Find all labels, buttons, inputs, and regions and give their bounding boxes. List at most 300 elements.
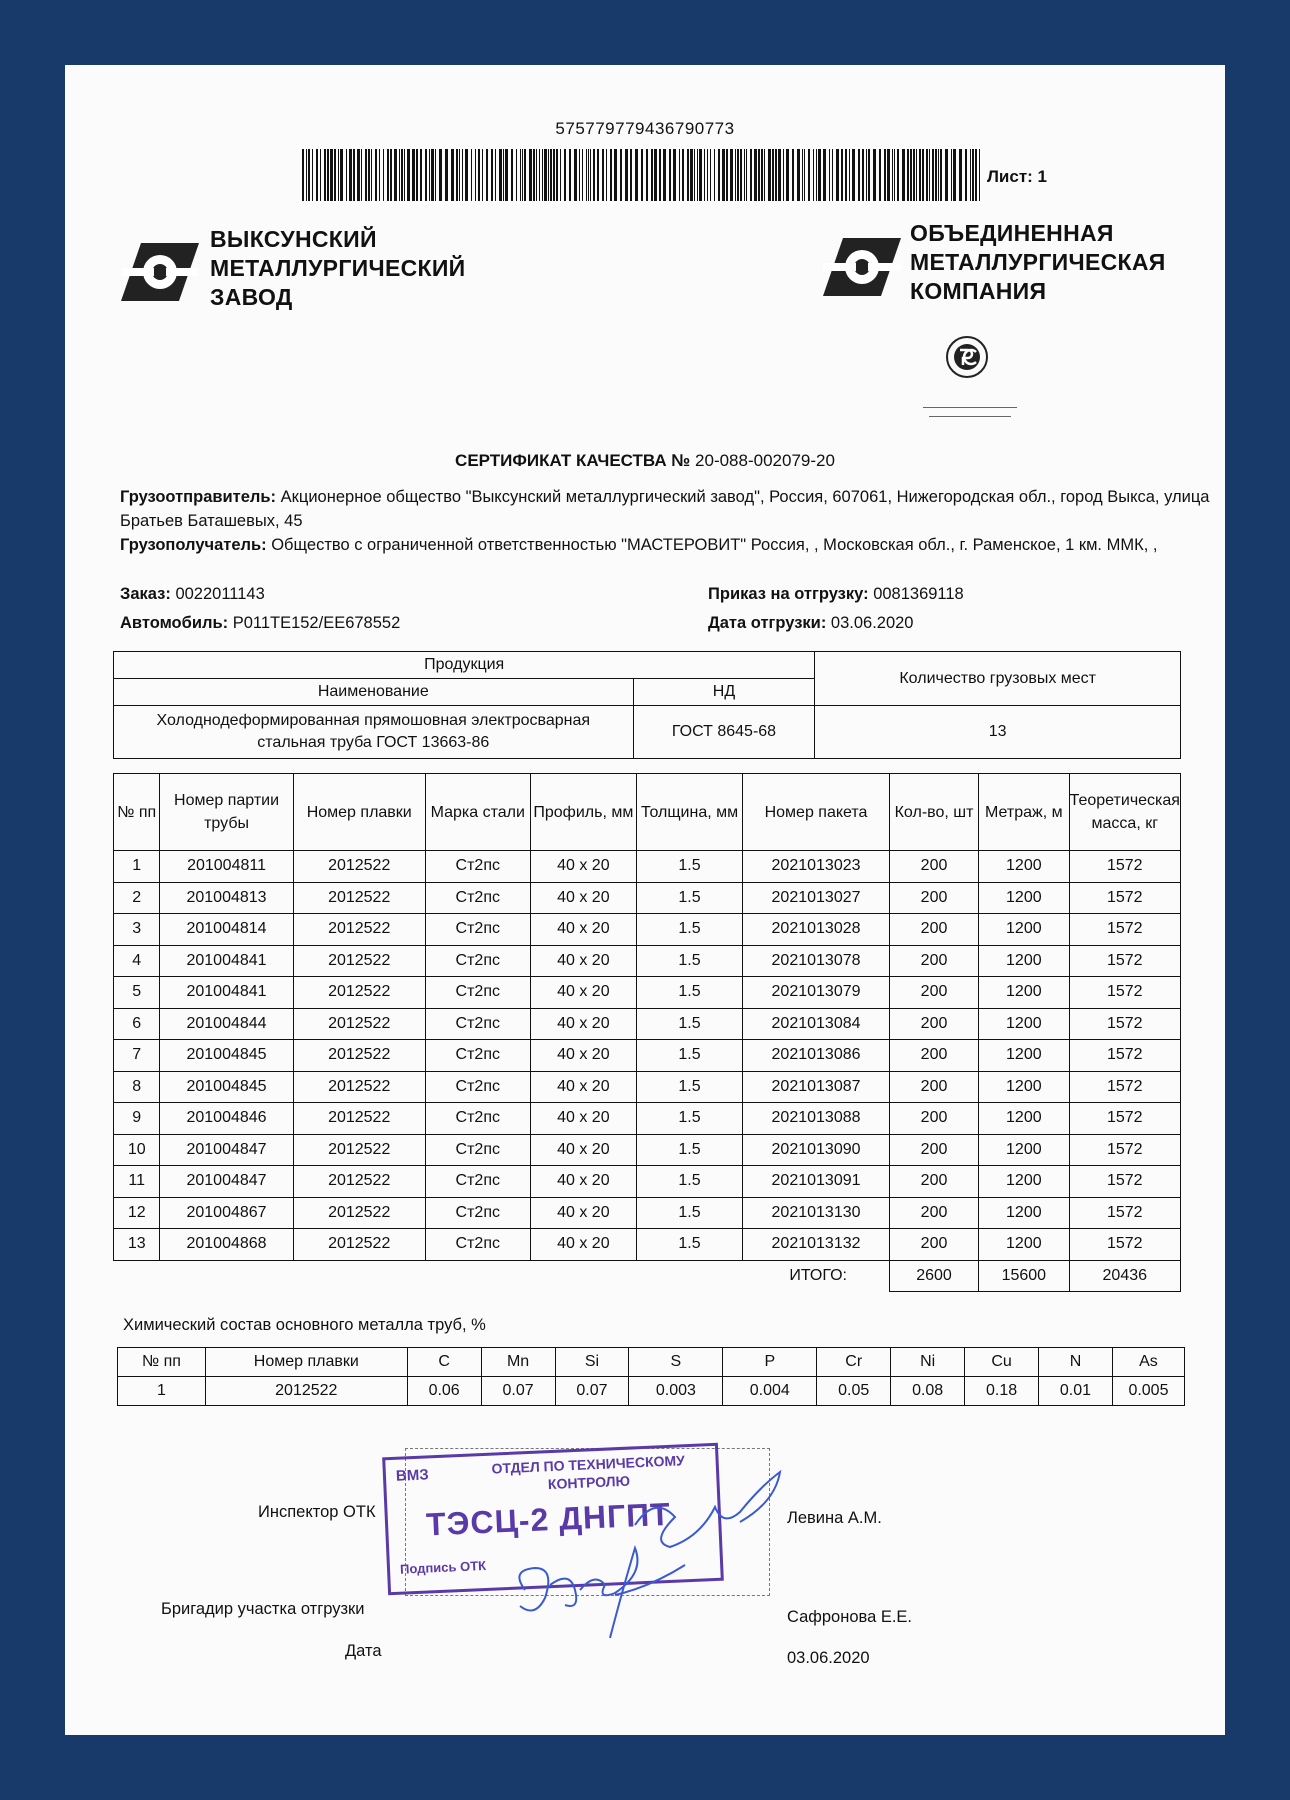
barcode-bar xyxy=(673,149,676,201)
barcode-bar xyxy=(651,149,653,201)
barcode-bar xyxy=(792,149,794,201)
barcode-bar xyxy=(646,149,648,201)
table-cell: 1200 xyxy=(979,1008,1070,1040)
barcode-bar xyxy=(579,149,580,201)
barcode-bar xyxy=(390,149,392,201)
vmz-logo-icon xyxy=(111,235,201,305)
logo-line: МЕТАЛЛУРГИЧЕСКАЯ xyxy=(910,249,1166,275)
barcode-bar xyxy=(907,149,909,201)
barcode-bar xyxy=(522,149,523,201)
barcode-bar xyxy=(435,149,436,201)
barcode-bar xyxy=(866,149,867,201)
barcode-bar xyxy=(945,149,948,201)
chemistry-column-header: Cr xyxy=(817,1348,891,1377)
foreman-name: Сафронова Е.Е. xyxy=(787,1608,913,1626)
barcode-bar xyxy=(520,149,521,201)
barcode-bar xyxy=(862,149,864,201)
barcode-bar xyxy=(346,149,347,201)
table-cell: 2021013130 xyxy=(743,1197,890,1229)
table-cell: 0.06 xyxy=(407,1377,481,1406)
table-cell: 2012522 xyxy=(293,1071,425,1103)
certificate-title-label: СЕРТИФИКАТ КАЧЕСТВА № xyxy=(455,451,691,470)
table-cell: 200 xyxy=(889,1229,978,1261)
barcode-bar xyxy=(302,149,304,201)
barcode-bar xyxy=(338,149,339,201)
barcode-bar xyxy=(590,149,591,201)
barcode-bar xyxy=(868,149,870,201)
table-cell: 2021013028 xyxy=(743,914,890,946)
barcode-bar xyxy=(379,149,380,201)
table-cell: 201004847 xyxy=(160,1134,293,1166)
barcode-bar xyxy=(375,149,377,201)
table-cell: 2012522 xyxy=(293,914,425,946)
stamp-main-text: ТЭСЦ-2 ДНГПТ xyxy=(425,1495,672,1543)
shipment-date-info xyxy=(708,611,1208,635)
barcode-bar xyxy=(614,149,617,201)
barcode-bar xyxy=(972,149,974,201)
barcode-bar xyxy=(744,149,745,201)
table-cell: Ст2пс xyxy=(425,1040,530,1072)
table-cell: 1.5 xyxy=(636,1229,742,1261)
table-row xyxy=(114,1071,1181,1103)
barcode-bar xyxy=(852,149,855,201)
barcode-bar xyxy=(823,149,826,201)
table-cell: 40 x 20 xyxy=(530,945,636,977)
barcode-bar xyxy=(635,149,638,201)
table-cell: 0.003 xyxy=(629,1377,723,1406)
certificate-number: 20-088-002079-20 xyxy=(695,451,835,470)
barcode-bar xyxy=(365,149,367,201)
barcode-bar xyxy=(539,149,540,201)
barcode-bar xyxy=(582,149,583,201)
stamp-department: ОТДЕЛ ПО ТЕХНИЧЕСКОМУ КОНТРОЛЮ xyxy=(491,1452,686,1493)
order-label: Заказ: xyxy=(120,585,171,603)
barcode-bar xyxy=(556,149,558,201)
barcode-bar xyxy=(697,149,698,201)
barcode-bar xyxy=(602,149,604,201)
inspector-label: Инспектор ОТК xyxy=(258,1503,376,1521)
barcode-bar xyxy=(873,149,876,201)
table-cell: 1200 xyxy=(979,851,1070,883)
total-length: 15600 xyxy=(979,1260,1070,1292)
certificate-title xyxy=(65,451,1225,471)
table-cell: 1572 xyxy=(1069,1197,1180,1229)
table-cell: 0.005 xyxy=(1112,1377,1184,1406)
barcode-bar xyxy=(714,149,715,201)
nd-header: НД xyxy=(633,679,815,706)
table-cell: 1200 xyxy=(979,882,1070,914)
barcode-bar xyxy=(758,149,760,201)
barcode-bar xyxy=(459,149,460,201)
table-cell: 40 x 20 xyxy=(530,1229,636,1261)
chemistry-column-header: № пп xyxy=(118,1348,206,1377)
chemistry-column-header: P xyxy=(723,1348,817,1377)
barcode-bar xyxy=(938,149,939,201)
table-cell: 1.5 xyxy=(636,1166,742,1198)
barcode-bar xyxy=(553,149,555,201)
barcode-bar xyxy=(327,149,329,201)
barcode-bar xyxy=(516,149,517,201)
barcode-bar xyxy=(620,149,622,201)
table-cell: 12 xyxy=(114,1197,160,1229)
chemistry-column-header: N xyxy=(1039,1348,1113,1377)
table-cell: 200 xyxy=(889,1197,978,1229)
table-cell: 2 xyxy=(114,882,160,914)
barcode-bar xyxy=(439,149,442,201)
chemistry-body xyxy=(118,1377,1185,1406)
table-cell: 40 x 20 xyxy=(530,1071,636,1103)
table-cell: 201004841 xyxy=(160,977,293,1009)
lots-column-header: Номер партии трубы xyxy=(160,774,293,851)
table-cell: 3 xyxy=(114,914,160,946)
table-row xyxy=(114,977,1181,1009)
table-cell: 2012522 xyxy=(293,945,425,977)
fineprint-line-2 xyxy=(929,410,1011,417)
barcode-bar xyxy=(610,149,612,201)
table-cell: Ст2пс xyxy=(425,977,530,1009)
barcode-bar xyxy=(775,149,777,201)
barcode-bar xyxy=(533,149,535,201)
barcode-bar xyxy=(761,149,763,201)
barcode-bar xyxy=(606,149,607,201)
barcode-bar xyxy=(730,149,733,201)
barcode-bar xyxy=(802,149,803,201)
product-table xyxy=(113,651,1181,759)
barcode-bar xyxy=(407,149,410,201)
table-cell: Ст2пс xyxy=(425,1166,530,1198)
barcode-bar xyxy=(902,149,905,201)
table-cell: 1572 xyxy=(1069,882,1180,914)
table-cell: Ст2пс xyxy=(425,1008,530,1040)
barcode-bar xyxy=(718,149,720,201)
barcode-bar xyxy=(399,149,400,201)
table-cell: 201004841 xyxy=(160,945,293,977)
shipper-value: Акционерное общество "Выксунский металлургический завод", Россия, 607061, Нижегородская обл., город Выкса, улица Братьев Баташевых, 45 xyxy=(120,488,1210,530)
barcode-bar xyxy=(829,149,830,201)
table-cell: 201004811 xyxy=(160,851,293,883)
table-cell: 40 x 20 xyxy=(530,1134,636,1166)
table-cell: 200 xyxy=(889,851,978,883)
barcode-bar xyxy=(663,149,666,201)
signature-date: 03.06.2020 xyxy=(787,1649,870,1667)
barcode-bar xyxy=(511,149,513,201)
table-cell: 200 xyxy=(889,1166,978,1198)
lots-total-row xyxy=(114,1260,1181,1292)
table-cell: Ст2пс xyxy=(425,851,530,883)
barcode-bar xyxy=(845,149,847,201)
table-cell: 40 x 20 xyxy=(530,882,636,914)
barcode-bar xyxy=(499,149,502,201)
barcode-bar xyxy=(420,149,422,201)
chemistry-column-header: Номер плавки xyxy=(205,1348,407,1377)
table-cell: Ст2пс xyxy=(425,1197,530,1229)
lots-body xyxy=(114,851,1181,1261)
table-cell: 201004814 xyxy=(160,914,293,946)
table-cell: 0.004 xyxy=(723,1377,817,1406)
table-cell: 2021013023 xyxy=(743,851,890,883)
total-label: ИТОГО: xyxy=(789,1267,847,1284)
barcode-bar xyxy=(641,149,643,201)
barcode-bar xyxy=(505,149,508,201)
barcode-bar xyxy=(654,149,657,201)
table-cell: 0.18 xyxy=(965,1377,1039,1406)
stamp-brand: ВМЗ xyxy=(395,1466,430,1485)
barcode-bar xyxy=(456,149,458,201)
handwritten-signatures xyxy=(495,1465,815,1665)
barcode-bar xyxy=(750,149,752,201)
barcode-bar xyxy=(965,149,967,201)
barcode-bar xyxy=(926,149,928,201)
chemistry-table xyxy=(117,1347,1185,1406)
lots-column-header: Профиль, мм xyxy=(530,774,636,851)
barcode-bar xyxy=(783,149,784,201)
table-cell: 7 xyxy=(114,1040,160,1072)
barcode-bar xyxy=(416,149,418,201)
barcode-bar xyxy=(919,149,921,201)
vmz-logo-text xyxy=(210,225,466,312)
table-cell: Ст2пс xyxy=(425,1071,530,1103)
barcode-bar xyxy=(887,149,890,201)
shipper-info xyxy=(120,485,1220,533)
barcode-bar xyxy=(340,149,343,201)
name-header: Наименование xyxy=(114,679,634,706)
table-cell: Ст2пс xyxy=(425,882,530,914)
table-cell: Ст2пс xyxy=(425,1103,530,1135)
barcode-bar xyxy=(816,149,817,201)
barcode-bar xyxy=(879,149,881,201)
vehicle-label: Автомобиль: xyxy=(120,614,229,632)
barcode-bar xyxy=(687,149,689,201)
barcode-bar xyxy=(679,149,680,201)
barcode-bar xyxy=(462,149,463,201)
product-places: 13 xyxy=(815,706,1181,759)
barcode-bar xyxy=(932,149,934,201)
barcode-bar xyxy=(625,149,628,201)
table-cell: 201004867 xyxy=(160,1197,293,1229)
table-cell: 2021013090 xyxy=(743,1134,890,1166)
consignee-value: Общество с ограниченной ответственностью "МАСТЕРОВИТ" Россия, , Московская обл., г. Раменское, 1 км. ММК, , xyxy=(271,536,1158,554)
barcode-bar xyxy=(832,149,833,201)
barcode-bar xyxy=(586,149,587,201)
table-cell: 2021013086 xyxy=(743,1040,890,1072)
table-cell: 200 xyxy=(889,1103,978,1135)
table-row xyxy=(118,1377,1185,1406)
table-cell: 2021013088 xyxy=(743,1103,890,1135)
table-cell: 200 xyxy=(889,977,978,1009)
barcode-bar xyxy=(371,149,372,201)
lots-column-header: Теоретическая масса, кг xyxy=(1069,774,1180,851)
barcode-bar xyxy=(478,149,480,201)
table-cell: 2012522 xyxy=(293,1040,425,1072)
table-cell: 0.07 xyxy=(555,1377,629,1406)
table-cell: 1.5 xyxy=(636,977,742,1009)
chemistry-column-header: Mn xyxy=(481,1348,555,1377)
logo-line: КОМПАНИЯ xyxy=(910,278,1047,304)
barcode-number: 575779779436790773 xyxy=(555,119,735,138)
barcode-bar xyxy=(486,149,488,201)
barcode-bar xyxy=(404,149,405,201)
barcode-bar xyxy=(768,149,771,201)
barcode-bar xyxy=(316,149,318,201)
barcode-bar xyxy=(451,149,454,201)
table-cell: 1.5 xyxy=(636,1197,742,1229)
barcode-bar xyxy=(542,149,543,201)
logo-line: ЗАВОД xyxy=(210,284,293,310)
foreman-label: Бригадир участка отгрузки xyxy=(161,1600,365,1618)
barcode-bar xyxy=(722,149,725,201)
barcode-bar xyxy=(503,149,504,201)
table-cell: 5 xyxy=(114,977,160,1009)
barcode-bar xyxy=(495,149,496,201)
barcode-bar xyxy=(659,149,661,201)
table-cell: 2012522 xyxy=(293,851,425,883)
table-cell: 4 xyxy=(114,945,160,977)
table-cell: 1572 xyxy=(1069,1229,1180,1261)
table-cell: 11 xyxy=(114,1166,160,1198)
table-cell: 2012522 xyxy=(293,882,425,914)
lots-table xyxy=(113,773,1181,1292)
table-cell: 1.5 xyxy=(636,1071,742,1103)
table-cell: 1572 xyxy=(1069,1103,1180,1135)
table-cell: 201004845 xyxy=(160,1040,293,1072)
table-cell: 1200 xyxy=(979,977,1070,1009)
table-cell: 40 x 20 xyxy=(530,1103,636,1135)
gost-r-mark-icon xyxy=(945,335,989,379)
shipment-order-value: 0081369118 xyxy=(873,585,964,603)
table-cell: 1572 xyxy=(1069,851,1180,883)
lots-column-header: Кол-во, шт xyxy=(889,774,978,851)
table-cell: 1 xyxy=(114,851,160,883)
barcode-bar xyxy=(910,149,912,201)
barcode-bar xyxy=(841,149,843,201)
barcode-bar xyxy=(544,149,547,201)
table-cell: 2021013132 xyxy=(743,1229,890,1261)
table-cell: Ст2пс xyxy=(425,945,530,977)
barcode-bar xyxy=(412,149,415,201)
barcode-bar xyxy=(913,149,915,201)
table-cell: 201004846 xyxy=(160,1103,293,1135)
table-cell: 1572 xyxy=(1069,1008,1180,1040)
table-cell: 2012522 xyxy=(293,1008,425,1040)
table-cell: 40 x 20 xyxy=(530,914,636,946)
barcode-bar xyxy=(951,149,952,201)
table-cell: 200 xyxy=(889,882,978,914)
barcode-bar xyxy=(892,149,893,201)
chemistry-column-header: S xyxy=(629,1348,723,1377)
table-cell: 1.5 xyxy=(636,914,742,946)
table-cell: 1200 xyxy=(979,1229,1070,1261)
consignee-label: Грузополучатель: xyxy=(120,536,267,554)
barcode-bar xyxy=(560,149,561,201)
table-cell: 2012522 xyxy=(293,1134,425,1166)
table-cell: 1572 xyxy=(1069,1040,1180,1072)
barcode-bar xyxy=(940,149,942,201)
barcode-bar xyxy=(804,149,805,201)
barcode-bar xyxy=(726,149,728,201)
table-cell: 200 xyxy=(889,1040,978,1072)
table-cell: 6 xyxy=(114,1008,160,1040)
table-row xyxy=(114,914,1181,946)
table-cell: 1.5 xyxy=(636,1008,742,1040)
total-qty: 2600 xyxy=(889,1260,978,1292)
table-cell: 200 xyxy=(889,945,978,977)
barcode-bar xyxy=(482,149,483,201)
table-cell: 201004847 xyxy=(160,1166,293,1198)
barcode-bar xyxy=(746,149,747,201)
table-cell: 40 x 20 xyxy=(530,851,636,883)
stamp-sign-text: Подпись ОТК xyxy=(399,1557,487,1577)
barcode-bar xyxy=(979,149,980,201)
barcode-bar xyxy=(536,149,537,201)
lots-header-row xyxy=(114,774,1181,851)
table-cell: Ст2пс xyxy=(425,1229,530,1261)
barcode-bar xyxy=(884,149,886,201)
barcode-bar xyxy=(754,149,757,201)
table-cell: 2012522 xyxy=(293,1166,425,1198)
table-row xyxy=(114,1008,1181,1040)
table-cell: 1572 xyxy=(1069,945,1180,977)
chemistry-header-row xyxy=(118,1348,1185,1377)
chemistry-column-header: C xyxy=(407,1348,481,1377)
chemistry-column-header: Si xyxy=(555,1348,629,1377)
barcode-image xyxy=(302,149,982,201)
table-cell: 10 xyxy=(114,1134,160,1166)
gost-cert-fineprint xyxy=(915,401,1025,417)
chemistry-caption: Химический состав основного металла труб, % xyxy=(123,1316,486,1334)
vehicle-value: Р011ТЕ152/ЕЕ678552 xyxy=(232,614,401,632)
barcode-bar xyxy=(312,149,313,201)
lots-column-header: Толщина, мм xyxy=(636,774,742,851)
table-cell: Ст2пс xyxy=(425,1134,530,1166)
shipment-order-info xyxy=(708,582,1208,606)
shipment-date-value: 03.06.2020 xyxy=(830,614,914,632)
barcode-bar xyxy=(548,149,549,201)
table-cell: 1.5 xyxy=(636,945,742,977)
table-row xyxy=(114,851,1181,883)
table-cell: 1572 xyxy=(1069,914,1180,946)
barcode-bar xyxy=(471,149,472,201)
table-cell: 40 x 20 xyxy=(530,1008,636,1040)
product-nd: ГОСТ 8645-68 xyxy=(633,706,815,759)
barcode-bar xyxy=(425,149,427,201)
barcode-bar xyxy=(970,149,971,201)
barcode-bar xyxy=(630,149,632,201)
barcode-bar xyxy=(813,149,814,201)
table-row xyxy=(114,1197,1181,1229)
barcode-bar xyxy=(849,149,850,201)
barcode-bar xyxy=(836,149,839,201)
logo-line: МЕТАЛЛУРГИЧЕСКИЙ xyxy=(210,255,466,281)
barcode-bar xyxy=(357,149,360,201)
table-cell: 2021013084 xyxy=(743,1008,890,1040)
table-cell: 0.07 xyxy=(481,1377,555,1406)
barcode-bar xyxy=(778,149,781,201)
logo-line: ОБЪЕДИНЕННАЯ xyxy=(910,220,1114,246)
barcode-bar xyxy=(491,149,493,201)
table-row xyxy=(114,1229,1181,1261)
product-header-row xyxy=(114,652,1181,679)
barcode-bar xyxy=(353,149,355,201)
barcode-bar xyxy=(797,149,800,201)
places-header: Количество грузовых мест xyxy=(815,652,1181,706)
barcode-bar xyxy=(694,149,695,201)
table-cell: 13 xyxy=(114,1229,160,1261)
barcode-bar xyxy=(361,149,362,201)
table-cell: 200 xyxy=(889,1008,978,1040)
barcode-bar xyxy=(929,149,930,201)
barcode-bar xyxy=(593,149,595,201)
omk-logo-text xyxy=(910,219,1166,306)
